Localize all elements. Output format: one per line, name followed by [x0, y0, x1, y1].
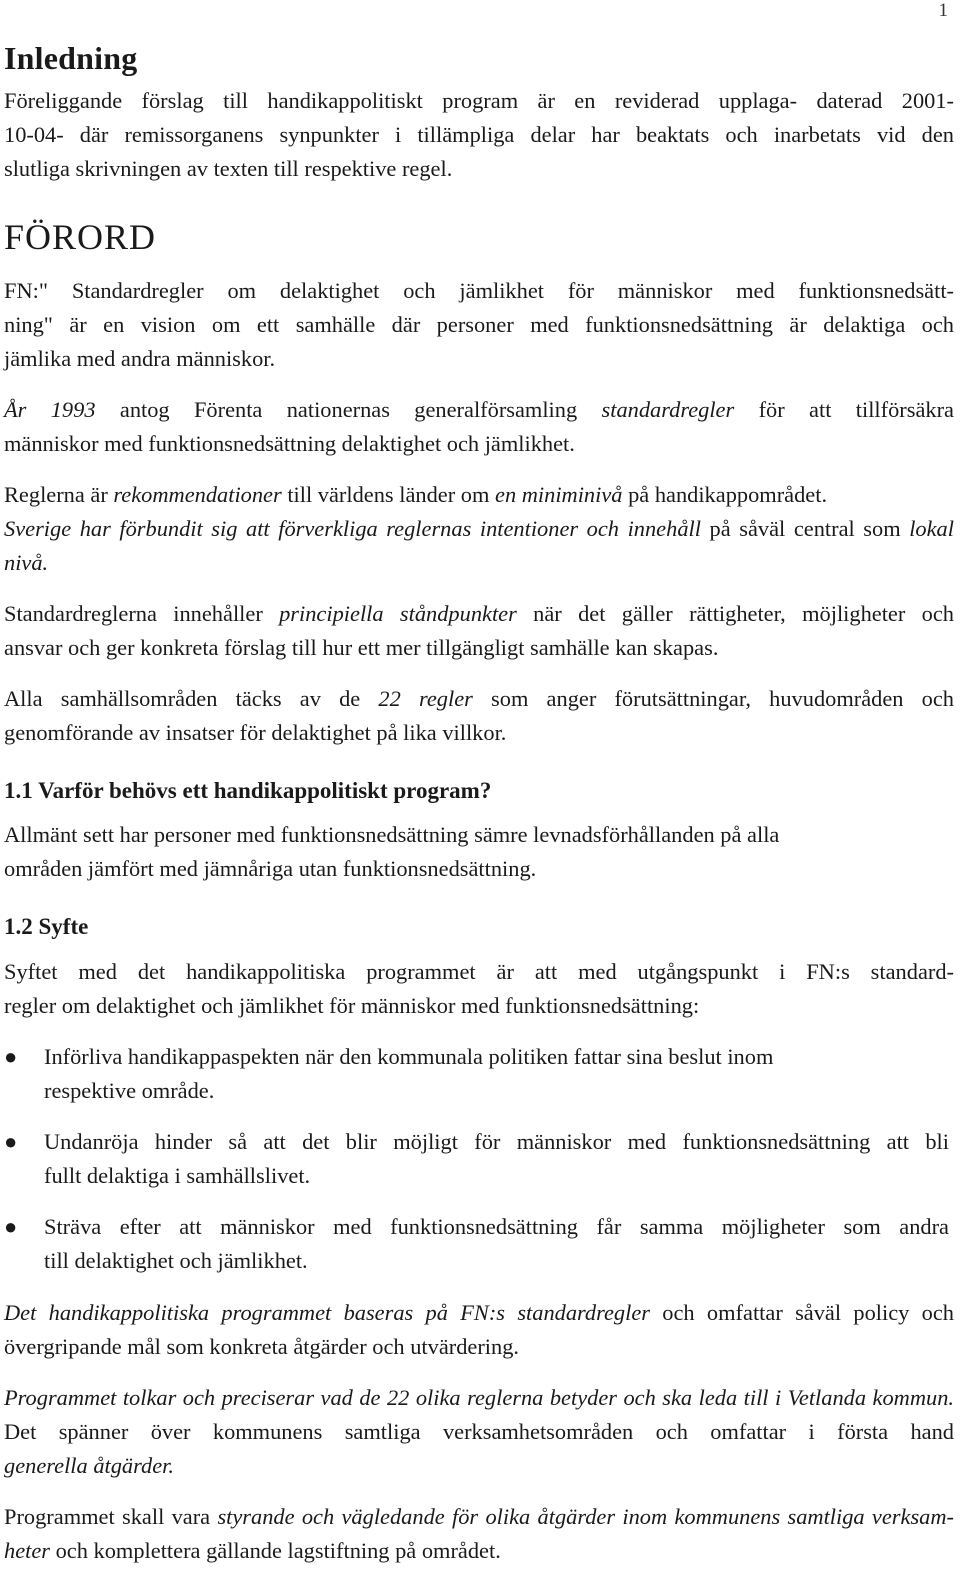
italic-text: generella åtgärder. [4, 1453, 174, 1478]
paragraph-line [4, 682, 954, 716]
paragraph-line: områden jämfört med jämnåriga utan funktionsnedsättning. [4, 856, 537, 881]
text-span: för att tillförsäkra [734, 397, 954, 422]
paragraph-1993 [4, 393, 954, 461]
paragraph-line: regler om delaktighet och jämlikhet för människor med funktionsnedsättning: [4, 993, 700, 1018]
paragraph-general [4, 818, 954, 886]
document-page [4, 0, 954, 1578]
italic-text: styrande och vägledande för olika åtgärder inom kommunens samtliga verksam- [217, 1504, 954, 1529]
bullet-line: till delaktighet och jämlikhet. [44, 1248, 308, 1273]
bullet-icon: ● [4, 1214, 18, 1239]
paragraph-line [4, 393, 954, 427]
bullet-line: Undanröja hinder så att det blir möjligt för människor med funktionsnedsättning att bli [44, 1129, 949, 1154]
paragraph-line [4, 512, 954, 546]
paragraph-line: ning" är en vision om ett samhälle där personer med funktionsnedsättning är delaktiga och [4, 312, 954, 337]
page-number: 1 [938, 0, 948, 21]
paragraph-line: Syftet med det handikappolitiska programmet är att med utgångspunkt i FN:s standard- [4, 959, 954, 984]
paragraph-line [4, 1296, 954, 1330]
paragraph-intro [4, 84, 954, 186]
text-span: antog Förenta nationernas generalförsamling [95, 397, 602, 422]
paragraph-line [4, 597, 954, 631]
text-span: Reglerna är [4, 482, 114, 507]
paragraph-line: slutliga skrivningen av texten till respektive regel. [4, 156, 453, 181]
italic-text: Programmet tolkar och preciserar vad de 22 olika reglerna betyder och ska leda till i Vetlanda kommun. [4, 1385, 954, 1410]
italic-text: principiella ståndpunkter [279, 601, 517, 626]
paragraph-program-guidance [4, 1500, 954, 1568]
paragraph-line [4, 1500, 954, 1534]
italic-text: en miniminivå [495, 482, 623, 507]
text-span: Alla samhällsområden täcks av de [4, 686, 379, 711]
italic-text: 22 regler [378, 686, 473, 711]
paragraph-line: Det spänner över kommunens samtliga verksamhetsområden och omfattar i första hand [4, 1419, 954, 1444]
text-span: när det gäller rättigheter, möjligheter och [516, 601, 954, 626]
paragraph-line: Allmänt sett har personer med funktionsnedsättning sämre levnadsförhållanden på alla [4, 822, 780, 847]
paragraph-line [4, 1381, 954, 1415]
paragraph-line [4, 546, 954, 580]
paragraph-line: genomförande av insatser för delaktighet på lika villkor. [4, 720, 507, 745]
paragraph-line: FN:" Standardregler om delaktighet och jämlikhet för människor med funktionsnedsätt- [4, 278, 954, 303]
paragraph-line: människor med funktionsnedsättning delaktighet och jämlikhet. [4, 431, 575, 456]
text-span: till världens länder om [281, 482, 495, 507]
paragraph-principles [4, 597, 954, 665]
paragraph-line [4, 478, 954, 512]
italic-text: standardregler [601, 397, 735, 422]
paragraph-line: övergripande mål som konkreta åtgärder och utvärdering. [4, 1334, 520, 1359]
paragraph-purpose [4, 955, 954, 1023]
italic-text: rekommendationer [113, 482, 282, 507]
italic-text: nivå. [4, 550, 49, 575]
text-span: Standardreglerna innehåller [4, 601, 280, 626]
text-span: och komplettera gällande lagstiftning på området. [50, 1538, 501, 1563]
text-span: och omfattar såväl policy och [650, 1300, 954, 1325]
italic-text: Sverige har förbundit sig att förverkliga reglernas intentioner och innehåll [4, 516, 701, 541]
paragraph-line: jämlika med andra människor. [4, 346, 276, 371]
heading-section-1-1: 1.1 Varför behövs ett handikappolitiskt program? [4, 778, 492, 803]
text-span: som anger förutsättningar, huvudområden och [472, 686, 954, 711]
italic-text: År 1993 [4, 397, 96, 422]
paragraph-fn-standards [4, 274, 954, 376]
bullet-line: fullt delaktiga i samhällslivet. [44, 1163, 311, 1188]
bullet-line: Införliva handikappaspekten när den kommunala politiken fattar sina beslut inom [44, 1044, 774, 1069]
bullet-icon: ● [4, 1044, 18, 1069]
italic-text: heter [4, 1538, 51, 1563]
bullet-line: respektive område. [44, 1078, 215, 1103]
heading-forord: FÖRORD [4, 217, 157, 257]
bullet-icon: ● [4, 1129, 18, 1154]
italic-text: Det handikappolitiska programmet baseras på FN:s standardregler [4, 1300, 650, 1325]
paragraph-recommendations [4, 478, 954, 580]
text-span: Programmet skall vara [4, 1504, 218, 1529]
bullet-line: Sträva efter att människor med funktionsnedsättning får samma möjligheter som andra [44, 1214, 949, 1239]
text-span: på såväl central som [700, 516, 910, 541]
paragraph-program-basis [4, 1296, 954, 1364]
paragraph-line: Föreliggande förslag till handikappolitiskt program är en reviderad upplaga- daterad 2001- [4, 88, 954, 113]
italic-text: lokal [909, 516, 954, 541]
text-span: på handikappområdet. [622, 482, 828, 507]
paragraph-line: ansvar och ger konkreta förslag till hur ett mer tillgängligt samhälle kan skapas. [4, 635, 719, 660]
heading-section-1-2: 1.2 Syfte [4, 914, 89, 939]
heading-inledning: Inledning [4, 40, 138, 76]
paragraph-line: 10-04- där remissorganens synpunkter i tillämpliga delar har beaktats och inarbetats vid den [4, 122, 954, 147]
paragraph-line [4, 1449, 954, 1483]
paragraph-program-scope [4, 1381, 954, 1483]
paragraph-22-rules [4, 682, 954, 750]
paragraph-line [4, 1534, 954, 1568]
